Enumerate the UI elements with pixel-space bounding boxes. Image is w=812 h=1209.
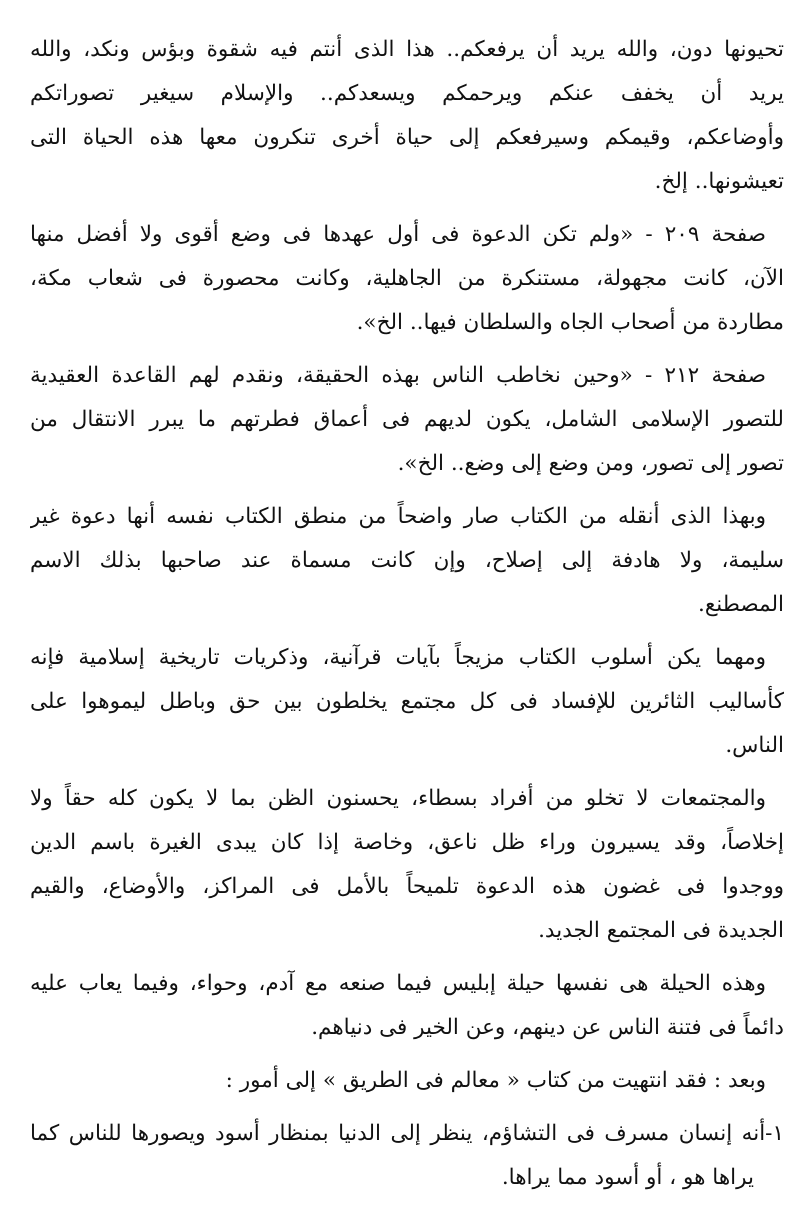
text-line: المصطنع. — [698, 592, 784, 617]
text-line: وهذه الحيلة هى نفسها حيلة إبليس فيما صنعه مع آدم، وحواء، وفيما يعاب عليه — [30, 971, 766, 996]
paragraph-quote-212 — [30, 354, 784, 486]
paragraph-summary-intro — [30, 1059, 784, 1103]
text-line: تعيشونها.. إلخ. — [654, 169, 784, 194]
text-line: ومهما يكن أسلوب الكتاب مزيجاً بآيات قرآنية، وذكريات تاريخية إسلامية فإنه — [30, 645, 766, 670]
book-page — [30, 28, 784, 1209]
text-line: تصور إلى تصور، ومن وضع إلى وضع.. الخ». — [397, 451, 784, 476]
text-line: كأساليب الثائرين للإفساد فى كل مجتمع يخلطون بين حق وباطل ليموهوا على — [30, 689, 784, 714]
text-line: صفحة ٢٠٩ - «ولم تكن الدعوة فى أول عهدها فى وضع أقوى ولا أفضل منها — [30, 222, 766, 247]
text-line: ١-أنه إنسان مسرف فى التشاؤم، ينظر إلى الدنيا بمنظار أسود ويصورها للناس كما — [30, 1121, 784, 1146]
text-line: دائماً فى فتنة الناس عن دينهم، وعن الخير فى دنياهم. — [311, 1015, 784, 1040]
text-line: مطاردة من أصحاب الجاه والسلطان فيها.. الخ». — [356, 310, 784, 335]
paragraph-quote-209 — [30, 213, 784, 345]
text-line: الجديدة فى المجتمع الجديد. — [538, 918, 784, 943]
paragraph-societies — [30, 777, 784, 953]
text-line: سليمة، ولا هادفة إلى إصلاح، وإن كانت مسماة عند صاحبها بذلك الاسم — [30, 548, 784, 573]
text-line: وأوضاعكم، وقيمكم وسيرفعكم إلى حياة أخرى تنكرون معها هذه الحياة التى — [30, 125, 784, 150]
paragraph-conclusion-2 — [30, 636, 784, 768]
paragraph-iblis — [30, 962, 784, 1050]
text-line: وبهذا الذى أنقله من الكتاب صار واضحاً من منطق الكتاب نفسه أنها دعوة غير — [30, 504, 766, 529]
text-line: إخلاصاً، وقد يسيرون وراء ظل ناعق، وخاصة إذا كان يبدى الغيرة باسم الدين — [30, 830, 784, 855]
text-line: الناس. — [725, 733, 784, 758]
text-line: الآن، كانت مجهولة، مستنكرة من الجاهلية، وكانت محصورة فى شعاب مكة، — [30, 266, 784, 291]
text-line: ووجدوا فى غضون هذه الدعوة تلميحاً بالأمل فى المراكز، والأوضاع، والقيم — [30, 874, 784, 899]
text-line: صفحة ٢١٢ - «وحين نخاطب الناس بهذه الحقيقة، ونقدم لهم القاعدة العقيدية — [30, 363, 767, 388]
paragraph-continuation — [30, 28, 784, 204]
text-line: تحيونها دون، والله يريد أن يرفعكم.. هذا الذى أنتم فيه شقوة وبؤس ونكد، والله — [30, 37, 784, 62]
text-line: يريد أن يخفف عنكم ويرحمكم ويسعدكم.. والإسلام سيغير تصوراتكم — [30, 81, 784, 106]
text-line: للتصور الإسلامى الشامل، يكون لديهم فى أعماق فطرتهم ما يبرر الانتقال من — [30, 407, 784, 432]
paragraph-conclusion-1 — [30, 495, 784, 627]
text-line: والمجتمعات لا تخلو من أفراد بسطاء، يحسنون الظن بما لا يكون كله حقاً ولا — [30, 786, 766, 811]
text-line: وبعد : فقد انتهيت من كتاب « معالم فى الطريق » إلى أمور : — [225, 1068, 766, 1093]
list-item-1 — [30, 1112, 784, 1200]
text-line: يراها هو ، أو أسود مما يراها. — [501, 1165, 754, 1190]
